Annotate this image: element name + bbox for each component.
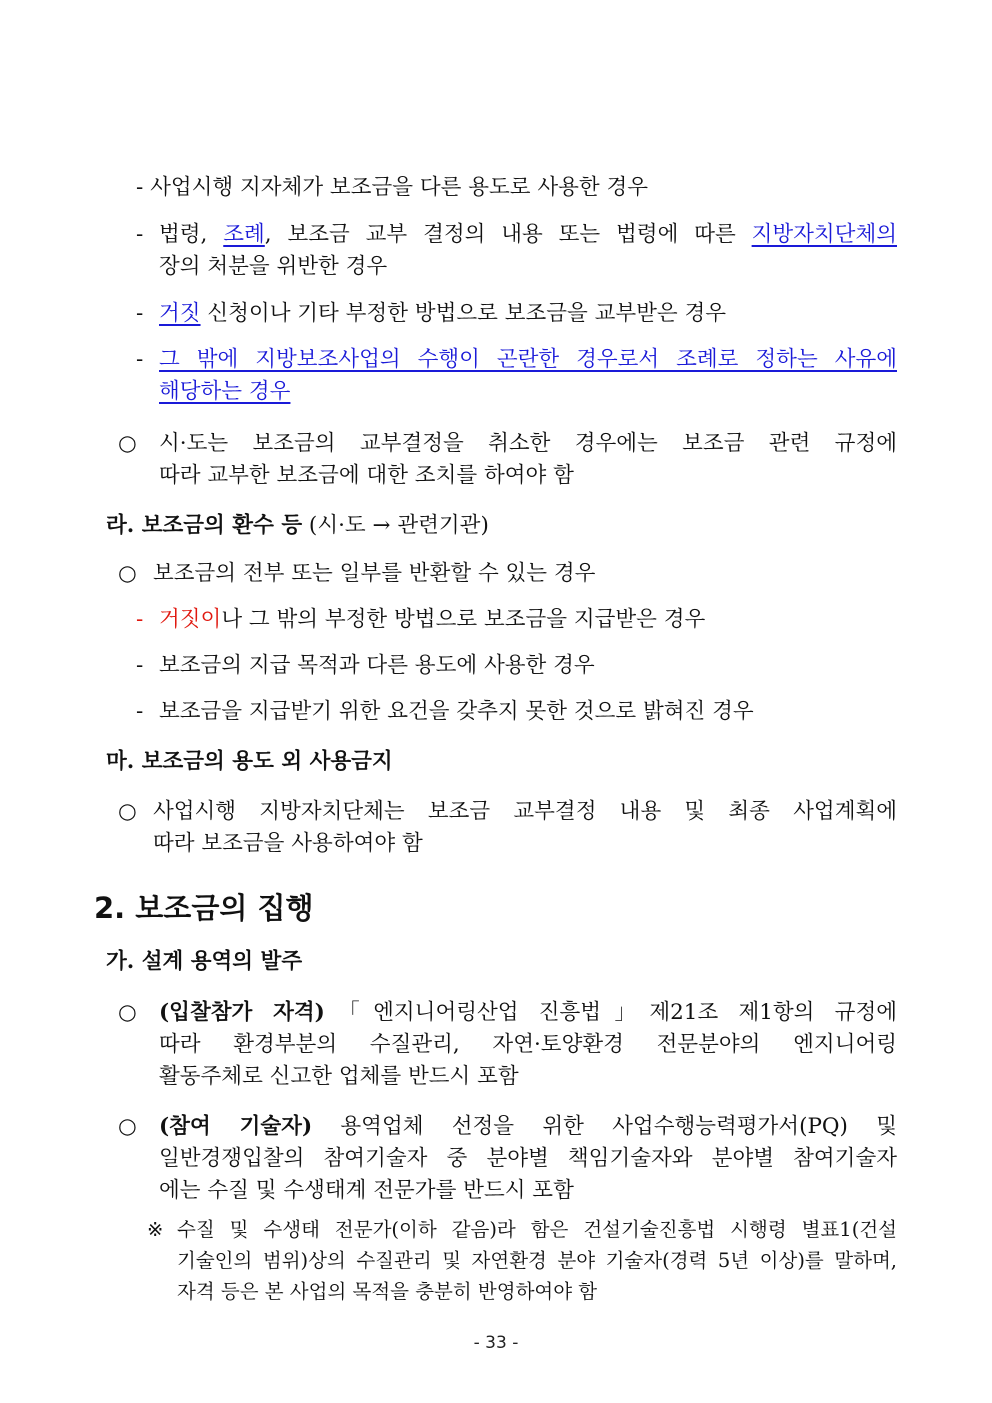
local-government-link[interactable]: 지방자치단체의 <box>751 222 897 247</box>
subheading-ra-note: (시·도 → 관련기관) <box>302 513 489 538</box>
participating-engineer-label: (참여 기술자) <box>159 1114 313 1139</box>
dash-marker: - <box>136 653 144 678</box>
false-application-link[interactable]: 거짓 <box>159 301 201 326</box>
note-line3: 자격 등은 본 사업의 목적을 충분히 반영하여야 함 <box>177 1280 598 1303</box>
dash-marker: - <box>136 607 144 632</box>
bullet-4-line2-link[interactable]: 해당하는 경우 <box>159 379 291 404</box>
reference-mark: ※ <box>147 1218 164 1241</box>
section-heading: 2. 보조금의 집행 <box>94 891 314 925</box>
circle-item-1-line2: 따라 교부한 보조금에 대한 조치를 하여야 함 <box>159 463 574 488</box>
circle-marker: ○ <box>118 561 137 586</box>
bullet-1: - 사업시행 지자체가 보조금을 다른 용도로 사용한 경우 <box>136 175 649 200</box>
ga-item-2-line3: 에는 수질 및 수생태계 전문가를 반드시 포함 <box>159 1178 574 1203</box>
dash-marker: - <box>136 347 144 372</box>
ra-dash-1-text: 나 그 밖의 부정한 방법으로 보조금을 지급받은 경우 <box>221 607 706 632</box>
circle-marker: ○ <box>118 1000 137 1025</box>
dash-marker: - <box>136 699 144 724</box>
note-line2: 기술인의 범위)상의 수질관리 및 자연환경 분야 기술자(경력 5년 이상)를 말하며, <box>177 1249 897 1272</box>
dash-marker: - <box>136 301 144 326</box>
circle-item-1-line1: 시·도는 보조금의 교부결정을 취소한 경우에는 보조금 관련 규정에 <box>159 431 897 456</box>
ga-item-1-line2: 따라 환경부분의 수질관리, 자연·토양환경 전문분야의 엔지니어링 <box>159 1032 897 1057</box>
bullet-3-text: 신청이나 기타 부정한 방법으로 보조금을 교부받은 경우 <box>200 301 727 326</box>
ra-dash-1 <box>159 604 705 636</box>
bullet-4-line1-link[interactable]: 그 밖에 지방보조사업의 수행이 곤란한 경우로서 조례로 정하는 사유에 <box>159 347 897 372</box>
bullet-2-text: 법령, <box>159 222 224 247</box>
circle-marker: ○ <box>118 431 137 456</box>
ra-dash-2: 보조금의 지급 목적과 다른 용도에 사용한 경우 <box>159 653 595 678</box>
bullet-2-line2: 장의 처분을 위반한 경우 <box>159 254 388 279</box>
ga-item-2-line1 <box>159 1111 897 1143</box>
ra-dash-1-highlight: 거짓이 <box>159 607 222 632</box>
page-number: - 33 - <box>473 1333 519 1353</box>
ordinance-link[interactable]: 조례 <box>223 222 265 247</box>
bullet-3 <box>159 298 726 330</box>
ga-item-2-text: 용역업체 선정을 위한 사업수행능력평가서(PQ) 및 <box>312 1114 897 1139</box>
ga-item-1-text: 「엔지니어링산업 진흥법」제21조 제1항의 규정에 <box>324 1000 897 1025</box>
subheading-ga: 가. 설계 용역의 발주 <box>106 949 303 974</box>
ra-dash-3: 보조금을 지급받기 위한 요건을 갖추지 못한 것으로 밝혀진 경우 <box>159 699 754 724</box>
bullet-2-line1 <box>159 219 897 251</box>
circle-marker: ○ <box>118 1114 137 1139</box>
subheading-ma: 마. 보조금의 용도 외 사용금지 <box>106 749 393 774</box>
subheading-ra-title: 라. 보조금의 환수 등 <box>106 513 303 538</box>
subheading-ra <box>106 510 489 542</box>
ra-circle-item: 보조금의 전부 또는 일부를 반환할 수 있는 경우 <box>153 561 596 586</box>
ma-circle-line1: 사업시행 지방자치단체는 보조금 교부결정 내용 및 최종 사업계획에 <box>153 799 897 824</box>
ga-item-1-line3: 활동주체로 신고한 업체를 반드시 포함 <box>159 1064 519 1089</box>
ma-circle-line2: 따라 보조금을 사용하여야 함 <box>153 831 423 856</box>
dash-marker: - <box>136 222 144 247</box>
bullet-2-text: , 보조금 교부 결정의 내용 또는 법령에 따른 <box>264 222 752 247</box>
ga-item-1-line1 <box>159 997 897 1029</box>
ga-item-2-line2: 일반경쟁입찰의 참여기술자 중 분야별 책임기술자와 분야별 참여기술자 <box>159 1146 897 1171</box>
note-line1: 수질 및 수생태 전문가(이하 같음)라 함은 건설기술진흥법 시행령 별표1(건설 <box>177 1218 897 1241</box>
circle-marker: ○ <box>118 799 137 824</box>
bid-qualification-label: (입찰참가 자격) <box>159 1000 325 1025</box>
